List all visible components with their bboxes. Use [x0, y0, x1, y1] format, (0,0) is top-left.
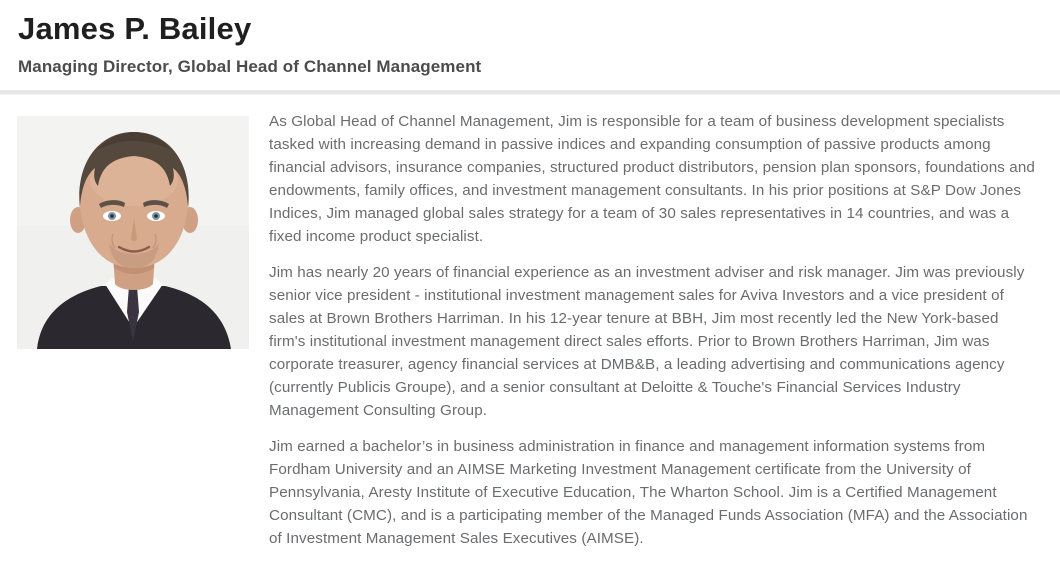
- bio-section: [0, 95, 1060, 550]
- page-subtitle: Managing Director, Global Head of Channel Management: [18, 57, 482, 77]
- page-title: James P. Bailey: [18, 11, 252, 46]
- bio-text-column: [269, 110, 1038, 550]
- headshot-photo: [17, 116, 249, 349]
- bio-paragraph-1: As Global Head of Channel Management, Jim is responsible for a team of business development specialists tasked with increasing demand in passive indices and expanding consumption of passive products among financial advisors, insurance companies, structured product distributors, pension plan sponsors, foundations and endowments, family offices, and investment management consultants. In his prior positions at S&P Dow Jones Indices, Jim managed global sales strategy for a team of 30 sales representatives in 14 countries, and was a fixed income product specialist.: [269, 113, 1035, 246]
- bio-paragraph-2: Jim has nearly 20 years of financial experience as an investment adviser and risk manager. Jim was previously senior vice president - institutional investment management sales for Aviva Investors and a vice president of sales at Brown Brothers Harriman. In his 12-year tenure at BBH, Jim most recently led the New York-based firm's institutional investment management direct sales efforts. Prior to Brown Brothers Harriman, Jim was corporate treasurer, agency financial services at DMB&B, a leading advertising and communications agency (currently Publicis Groupe), and a senior consultant at Deloitte & Touche's Financial Services Industry Management Consulting Group.: [269, 264, 1025, 420]
- page-header: [0, 0, 1060, 77]
- bio-paragraph-3: Jim earned a bachelor’s in business administration in finance and management information systems from Fordham University and an AIMSE Marketing Investment Management certificate from the University of Pennsylvania, Aresty Institute of Executive Education, The Wharton School. Jim is a Certified Management Consultant (CMC), and is a participating member of the Managed Funds Association (MFA) and the Association of Investment Management Sales Executives (AIMSE).: [269, 438, 1028, 548]
- headshot-illustration: [17, 116, 249, 349]
